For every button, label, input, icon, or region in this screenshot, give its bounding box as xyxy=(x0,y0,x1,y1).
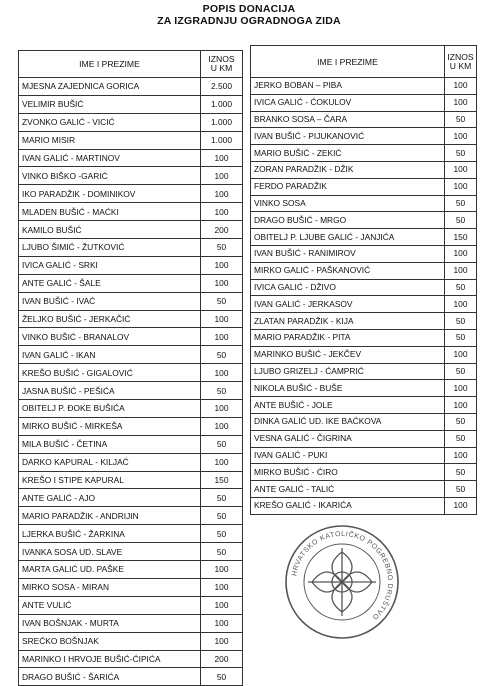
table-row xyxy=(19,256,243,274)
donor-name: DARKO KAPURAL - KILJAĆ xyxy=(19,453,201,471)
amount-column-header xyxy=(445,46,477,78)
table-row xyxy=(19,417,243,435)
donation-amount: 100 xyxy=(445,296,477,313)
table-row xyxy=(19,221,243,239)
table-row xyxy=(251,111,477,128)
donation-amount: 50 xyxy=(445,464,477,481)
donor-name: JASNA BUŠIĆ - PEŠIĆA xyxy=(19,382,201,400)
donation-amount: 50 xyxy=(201,239,243,257)
donor-name: IVICA GALIĆ - SRKI xyxy=(19,256,201,274)
table-row xyxy=(251,78,477,95)
table-row xyxy=(19,561,243,579)
donor-name: ANTE GALIĆ - ŠALE xyxy=(19,274,201,292)
donation-amount: 100 xyxy=(201,167,243,185)
donation-amount: 100 xyxy=(201,256,243,274)
donation-amount: 200 xyxy=(201,650,243,668)
donation-amount: 50 xyxy=(201,668,243,686)
table-row xyxy=(251,447,477,464)
donor-name: MILA BUŠIĆ - ČETINA xyxy=(19,435,201,453)
donation-amount: 100 xyxy=(201,596,243,614)
donation-amount: 100 xyxy=(445,178,477,195)
table-row xyxy=(251,279,477,296)
donor-name: ANTE VULIĆ xyxy=(19,596,201,614)
table-row xyxy=(19,435,243,453)
donation-amount: 100 xyxy=(445,497,477,514)
table-row xyxy=(251,296,477,313)
table-row xyxy=(19,78,243,96)
table-row xyxy=(251,481,477,498)
donor-name: DRAGO BUŠIĆ - MRGO xyxy=(251,212,445,229)
donor-name: MARIO BUŠIĆ - ZEKIĆ xyxy=(251,145,445,162)
table-row xyxy=(251,413,477,430)
donor-name: MARIO PARADŽIK - ANDRIJIN xyxy=(19,507,201,525)
donor-name: DINKA GALIĆ UD. IKE BAĆKOVA xyxy=(251,413,445,430)
donor-name: VESNA GALIĆ - ČIGRINA xyxy=(251,430,445,447)
donation-amount: 50 xyxy=(201,507,243,525)
donation-amount: 50 xyxy=(445,481,477,498)
table-row xyxy=(19,525,243,543)
table-row xyxy=(251,313,477,330)
table-row xyxy=(251,464,477,481)
table-row xyxy=(251,363,477,380)
society-stamp xyxy=(282,522,402,642)
donation-amount: 1.000 xyxy=(201,131,243,149)
donor-name: KREŠO GALIĆ - IKARIĆA xyxy=(251,497,445,514)
amount-header-line2: U KM xyxy=(449,60,472,71)
donor-name: ANTE GALIĆ - TALIĆ xyxy=(251,481,445,498)
donation-amount: 100 xyxy=(201,632,243,650)
stamp-emblem xyxy=(308,548,376,616)
donation-amount: 100 xyxy=(201,274,243,292)
donation-amount: 150 xyxy=(201,471,243,489)
donor-name: LJUBO ŠIMIĆ - ŽUTKOVIĆ xyxy=(19,239,201,257)
donor-name: MIRKO BUŠIĆ - ĆIRO xyxy=(251,464,445,481)
donor-name: ZLATAN PARADŽIK - KIJA xyxy=(251,313,445,330)
table-row xyxy=(19,95,243,113)
donor-name: MIRKO SOSA - MIRAN xyxy=(19,578,201,596)
donation-amount: 50 xyxy=(201,292,243,310)
table-row xyxy=(19,507,243,525)
donation-amount: 50 xyxy=(445,413,477,430)
donation-amount: 50 xyxy=(445,145,477,162)
donation-amount: 100 xyxy=(201,185,243,203)
donation-amount: 50 xyxy=(445,212,477,229)
donation-amount: 100 xyxy=(201,328,243,346)
donor-name: BRANKO SOSA – ČARA xyxy=(251,111,445,128)
document-subtitle: ZA IZGRADNJU OGRADNOGA ZIDA xyxy=(157,15,341,27)
donor-name: MARINKO BUŠIĆ - JEKČEV xyxy=(251,346,445,363)
donations-table-left xyxy=(18,50,243,686)
donor-name: ŽELJKO BUŠIĆ - JERKAČIĆ xyxy=(19,310,201,328)
donation-amount: 50 xyxy=(201,525,243,543)
donor-name: VINKO BIŠKO -GARIĆ xyxy=(19,167,201,185)
donor-name: MARIO MISIR xyxy=(19,131,201,149)
name-column-header: IME I PREZIME xyxy=(251,46,445,78)
donor-name: IVAN GALIĆ - IKAN xyxy=(19,346,201,364)
table-row xyxy=(19,185,243,203)
table-row xyxy=(19,578,243,596)
amount-header-line1: IZNOS xyxy=(447,51,474,62)
donation-amount: 100 xyxy=(445,78,477,95)
donor-name: OBITELJ P. LJUBE GALIĆ - JANJIĆA xyxy=(251,229,445,246)
stamp-ring-text: HRVATSKO KATOLIČKO POGREBNO DRUŠTVO xyxy=(291,530,394,621)
table-row xyxy=(19,614,243,632)
table-row xyxy=(19,167,243,185)
donor-name: LJERKA BUŠIĆ - ŽARKINA xyxy=(19,525,201,543)
donor-name: MARINKO I HRVOJE BUŠIĆ-ĆIPIĆA xyxy=(19,650,201,668)
donor-name: ANTE GALIĆ - AJO xyxy=(19,489,201,507)
donation-amount: 100 xyxy=(445,161,477,178)
donor-name: IVAN GALIĆ - PUKI xyxy=(251,447,445,464)
table-row xyxy=(251,229,477,246)
donor-name: SREĆKO BOŠNJAK xyxy=(19,632,201,650)
table-row xyxy=(19,310,243,328)
donation-amount: 50 xyxy=(201,435,243,453)
donation-amount: 100 xyxy=(201,561,243,579)
donation-amount: 100 xyxy=(445,397,477,414)
table-row xyxy=(251,212,477,229)
donation-amount: 100 xyxy=(445,447,477,464)
donation-amount: 100 xyxy=(445,346,477,363)
donation-amount: 2.500 xyxy=(201,78,243,96)
table-row xyxy=(251,145,477,162)
table-row xyxy=(19,543,243,561)
donor-name: IVAN BUŠIĆ - RANIMIROV xyxy=(251,245,445,262)
donation-amount: 150 xyxy=(445,229,477,246)
donation-amount: 50 xyxy=(201,543,243,561)
donor-name: MARTA GALIĆ UD. PAŠKE xyxy=(19,561,201,579)
name-column-header: IME I PREZIME xyxy=(19,51,201,78)
donation-amount: 100 xyxy=(445,128,477,145)
donation-amount: 100 xyxy=(445,380,477,397)
donor-name: JERKO BOBAN – PIBA xyxy=(251,78,445,95)
table-row xyxy=(19,650,243,668)
table-row xyxy=(251,128,477,145)
table-row xyxy=(251,245,477,262)
table-row xyxy=(19,364,243,382)
donor-name: LJUBO GRIZELJ - ĆAMPRIĆ xyxy=(251,363,445,380)
table-row xyxy=(19,668,243,686)
donation-amount: 100 xyxy=(445,262,477,279)
donation-amount: 50 xyxy=(201,489,243,507)
table-row xyxy=(19,113,243,131)
donor-name: IVAN BUŠIĆ - IVAĆ xyxy=(19,292,201,310)
donation-amount: 100 xyxy=(201,203,243,221)
donor-name: KREŠO I STIPE KAPURAL xyxy=(19,471,201,489)
amount-header-line1: IZNOS xyxy=(208,54,235,64)
donor-name: IVAN GALIĆ - MARTINOV xyxy=(19,149,201,167)
donation-amount: 50 xyxy=(445,329,477,346)
donation-amount: 100 xyxy=(201,417,243,435)
donor-name: MIRKO GALIĆ - PAŠKANOVIĆ xyxy=(251,262,445,279)
table-row xyxy=(19,400,243,418)
donation-amount: 100 xyxy=(445,245,477,262)
table-row xyxy=(19,149,243,167)
donation-amount: 50 xyxy=(445,279,477,296)
donations-table-right xyxy=(250,45,477,515)
donation-amount: 100 xyxy=(201,149,243,167)
document-title: POPIS DONACIJA xyxy=(202,3,296,15)
donation-amount: 50 xyxy=(445,313,477,330)
table-row xyxy=(251,497,477,514)
stamp-ink-group xyxy=(286,526,398,638)
table-row xyxy=(19,632,243,650)
table-row xyxy=(251,161,477,178)
table-row xyxy=(251,195,477,212)
table-row xyxy=(251,94,477,111)
table-row xyxy=(251,346,477,363)
donation-amount: 1.000 xyxy=(201,95,243,113)
donor-name: KREŠO BUŠIĆ - GIGALOVIĆ xyxy=(19,364,201,382)
donation-amount: 100 xyxy=(201,453,243,471)
donation-amount: 100 xyxy=(201,614,243,632)
donor-name: IVAN BUŠIĆ - PIJUKANOVIĆ xyxy=(251,128,445,145)
donor-name: IVANKA SOSA UD. SLAVE xyxy=(19,543,201,561)
donation-amount: 100 xyxy=(201,310,243,328)
table-row xyxy=(19,489,243,507)
amount-header-line2: U KM xyxy=(210,63,233,73)
amount-column-header xyxy=(201,51,243,78)
table-row xyxy=(251,329,477,346)
donor-name: MLADEN BUŠIĆ - MAĆKI xyxy=(19,203,201,221)
donor-name: MARIO PARADŽIK - PITA xyxy=(251,329,445,346)
donor-name: VINKO BUŠIĆ - BRANALOV xyxy=(19,328,201,346)
donor-name: VELIMIR BUŠIĆ xyxy=(19,95,201,113)
donor-name: ZVONKO GALIĆ - VICIĆ xyxy=(19,113,201,131)
donor-name: KAMILO BUŠIĆ xyxy=(19,221,201,239)
table-row xyxy=(19,274,243,292)
donor-name: FERDO PARADŽIK xyxy=(251,178,445,195)
table-row xyxy=(19,471,243,489)
donor-name: DRAGO BUŠIĆ - ŠARIĆA xyxy=(19,668,201,686)
donor-name: NIKOLA BUŠIĆ - BUŠE xyxy=(251,380,445,397)
table-row xyxy=(251,380,477,397)
table-row xyxy=(19,328,243,346)
table-row xyxy=(19,203,243,221)
donation-amount: 50 xyxy=(201,382,243,400)
table-row xyxy=(251,262,477,279)
donor-name: ANTE BUŠIĆ - JOLE xyxy=(251,397,445,414)
donor-name: IVAN BOŠNJAK - MURTA xyxy=(19,614,201,632)
donation-amount: 1.000 xyxy=(201,113,243,131)
donor-name: MIRKO BUŠIĆ - MIRKEŠA xyxy=(19,417,201,435)
table-row xyxy=(251,397,477,414)
donation-amount: 100 xyxy=(201,364,243,382)
table-row xyxy=(251,430,477,447)
donation-amount: 50 xyxy=(201,346,243,364)
donation-amount: 100 xyxy=(445,94,477,111)
donation-amount: 50 xyxy=(445,430,477,447)
table-row xyxy=(251,178,477,195)
table-row xyxy=(19,382,243,400)
donor-name: IVICA GALIĆ - ĆOKULOV xyxy=(251,94,445,111)
table-row xyxy=(19,239,243,257)
donor-name: IVAN GALIĆ - JERKASOV xyxy=(251,296,445,313)
donation-amount: 200 xyxy=(201,221,243,239)
donor-name: IVICA GALIĆ - DŽIVO xyxy=(251,279,445,296)
table-row xyxy=(19,292,243,310)
donation-amount: 50 xyxy=(445,195,477,212)
donor-name: VINKO SOSA xyxy=(251,195,445,212)
donor-name: IKO PARADŽIK - DOMINIKOV xyxy=(19,185,201,203)
table-row xyxy=(19,596,243,614)
donation-amount: 50 xyxy=(445,111,477,128)
donor-name: OBITELJ P. ĐOKE BUŠIĆA xyxy=(19,400,201,418)
table-row xyxy=(19,346,243,364)
donation-amount: 50 xyxy=(445,363,477,380)
table-row xyxy=(19,131,243,149)
table-row xyxy=(19,453,243,471)
donation-amount: 100 xyxy=(201,400,243,418)
donation-amount: 100 xyxy=(201,578,243,596)
donor-name: ZORAN PARADŽIK - DŽIK xyxy=(251,161,445,178)
donor-name: MJESNA ZAJEDNICA GORICA xyxy=(19,78,201,96)
